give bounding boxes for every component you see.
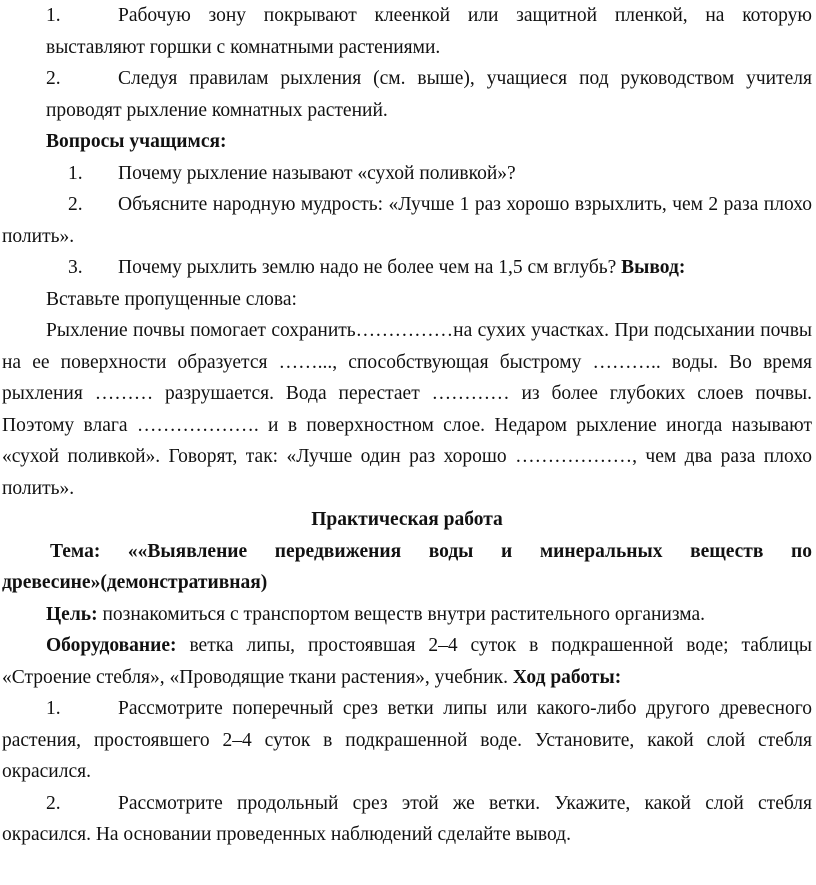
fill-in-text: Рыхление почвы помогает сохранить……………на сухих участках. При подсыхании почвы на ее поверхности образуется ……..., способствующая быстрому ……….. воды. Во время рыхления ……… разрушается. Вода перестает ………… из более глубоких слоев почвы. Поэтому влага ………………. и в поверхностном слое. Недаром рыхление иногда называют «сухой поливкой». Говорят, так: «Лучше один раз хорошо ………………, чем два раза плохо полить». — [2, 320, 812, 499]
question-2 — [2, 189, 812, 252]
theme-text: ««Выявление передвижения воды и минеральных веществ по древесине»(демонстративная) — [2, 540, 813, 593]
question-number: 2. — [68, 194, 83, 215]
question-number: 3. — [68, 257, 83, 278]
question-1 — [2, 158, 812, 190]
conclusion-instruction: Вставьте пропущенные слова: — [46, 288, 297, 310]
question-text: Почему рыхление называют «сухой поливкой»? — [118, 162, 516, 184]
questions-heading: Вопросы учащимся: — [46, 131, 227, 152]
practical-work-title: Практическая работа — [311, 509, 503, 530]
step-number: 2. — [46, 792, 61, 814]
goal-text: познакомиться с транспортом веществ внутри растительного организма. — [102, 603, 706, 625]
equipment-label: Оборудование: — [46, 635, 177, 656]
step-2 — [2, 788, 812, 851]
goal-paragraph — [2, 599, 812, 631]
equipment-text: ветка липы, простоявшая 2–4 суток в подкрашенной воде; таблицы «Строение стебля», «Проводящие ткани растения», учебник. — [2, 635, 812, 688]
step-1 — [2, 693, 812, 788]
list-item-text: Следуя правилам рыхления (см. выше), учащиеся под руководством учителя проводят рыхление комнатных растений. — [46, 68, 812, 121]
list-item-2 — [2, 63, 812, 126]
list-number: 1. — [46, 5, 61, 26]
fill-in-paragraph — [2, 315, 812, 504]
theme-paragraph — [2, 536, 812, 599]
step-number: 1. — [46, 698, 61, 719]
goal-label: Цель: — [46, 603, 98, 625]
list-number: 2. — [46, 68, 61, 89]
question-text: Объясните народную мудрость: «Лучше 1 раз хорошо взрыхлить, чем 2 раза плохо полить». — [2, 194, 812, 247]
procedure-label: Ход работы: — [512, 666, 622, 688]
list-item-text: Рабочую зону покрывают клеенкой или защитной пленкой, на которую выставляют горшки с комнатными растениями. — [46, 5, 812, 58]
question-text: Почему рыхлить землю надо не более чем на 1,5 см вглубь? — [118, 257, 617, 278]
question-3 — [2, 252, 812, 284]
question-number: 1. — [68, 162, 83, 184]
step-text: Рассмотрите продольный срез этой же ветки. Укажите, какой слой стебля окрасился. На основании проведенных наблюдений сделайте вывод. — [2, 792, 812, 845]
conclusion-label: Вывод: — [621, 257, 686, 278]
equipment-paragraph — [2, 630, 812, 693]
list-item-1 — [2, 0, 812, 63]
theme-label: Тема: — [50, 540, 101, 562]
step-text: Рассмотрите поперечный срез ветки липы или какого-либо другого древесного растения, простоявшего 2–4 суток в подкрашенной воде. Установите, какой слой стебля окрасился. — [2, 698, 812, 782]
